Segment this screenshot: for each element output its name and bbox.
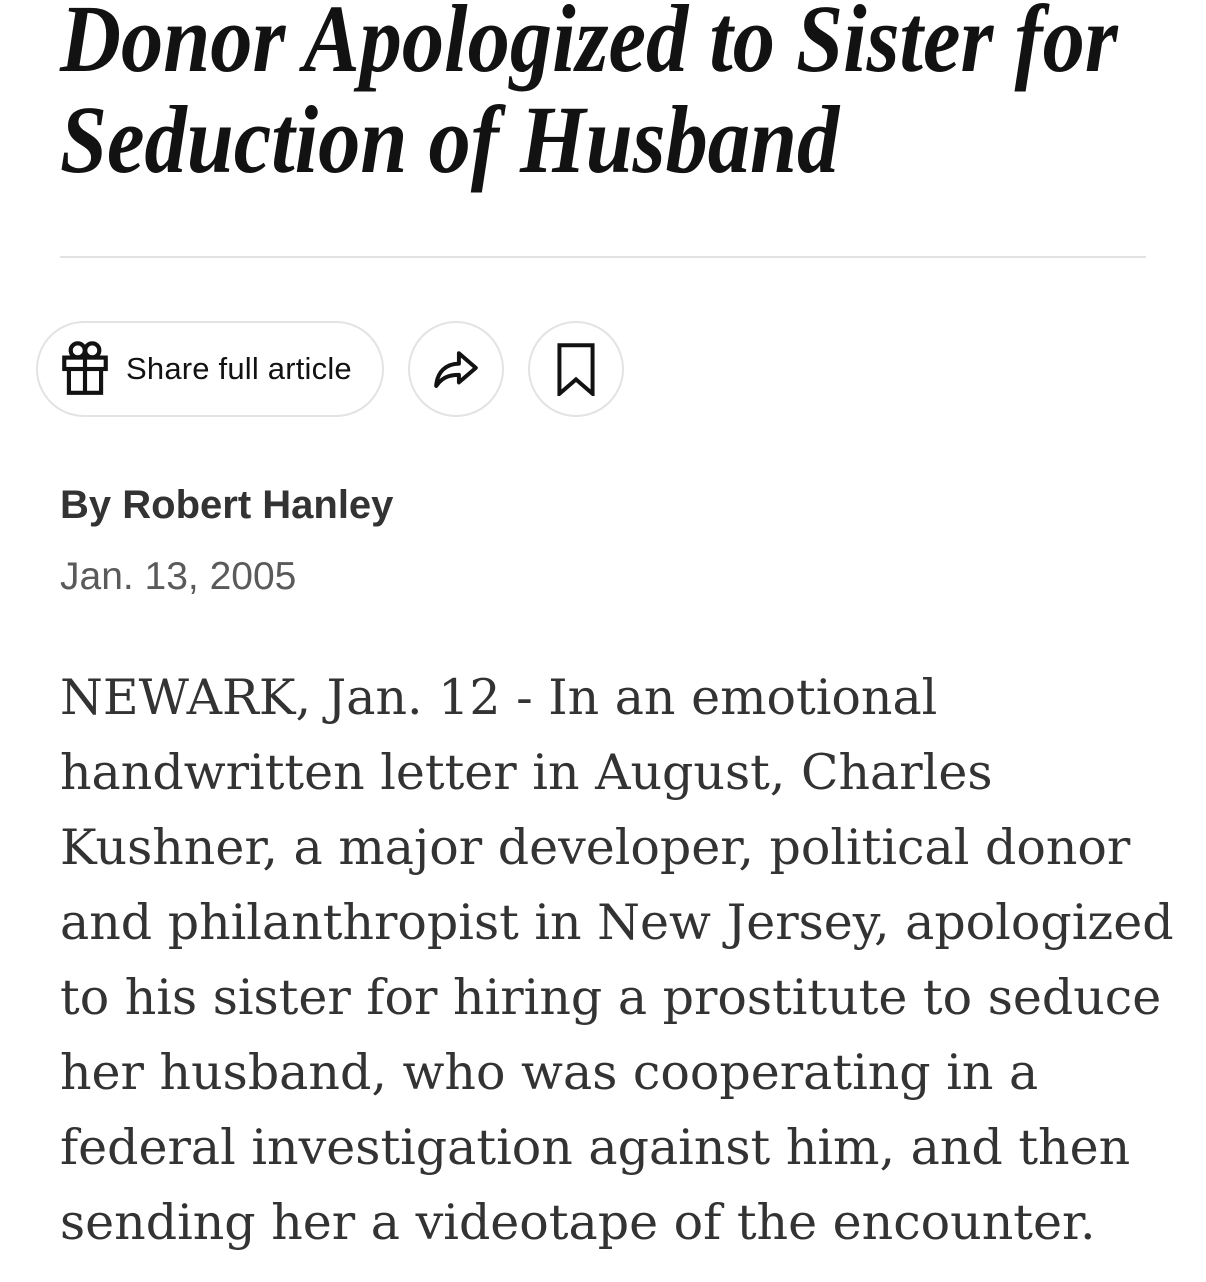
- body-line: to his sister for hiring a prostitute to seduce: [60, 969, 1162, 1026]
- headline-line-1: Donor Apologized to Sister for: [60, 0, 1118, 92]
- share-full-article-button[interactable]: [36, 321, 384, 417]
- bookmark-icon: [557, 343, 595, 396]
- body-line: handwritten letter in August, Charles: [60, 744, 993, 801]
- body-line: Kushner, a major developer, political donor: [60, 819, 1131, 876]
- share-button[interactable]: [408, 321, 504, 417]
- body-line: federal investigation against him, and then: [60, 1119, 1131, 1176]
- publish-date: Jan. 13, 2005: [60, 555, 297, 598]
- gift-icon: [60, 341, 110, 397]
- author-byline: By Robert Hanley: [60, 483, 394, 527]
- body-line: NEWARK, Jan. 12 - In an emotional: [60, 669, 938, 726]
- toolbar: [36, 321, 1146, 417]
- save-button[interactable]: [528, 321, 624, 417]
- body-line: and philanthropist in New Jersey, apologized: [60, 894, 1174, 951]
- headline-line-2: Seduction of Husband: [60, 86, 840, 193]
- share-arrow-icon: [428, 341, 484, 397]
- article-body: [60, 660, 1174, 1260]
- divider: [60, 256, 1146, 258]
- body-line: sending her a videotape of the encounter.: [60, 1194, 1096, 1251]
- page-title: [60, 0, 1146, 193]
- share-full-article-label: Share full article: [126, 351, 352, 386]
- body-line: her husband, who was cooperating in a: [60, 1044, 1039, 1101]
